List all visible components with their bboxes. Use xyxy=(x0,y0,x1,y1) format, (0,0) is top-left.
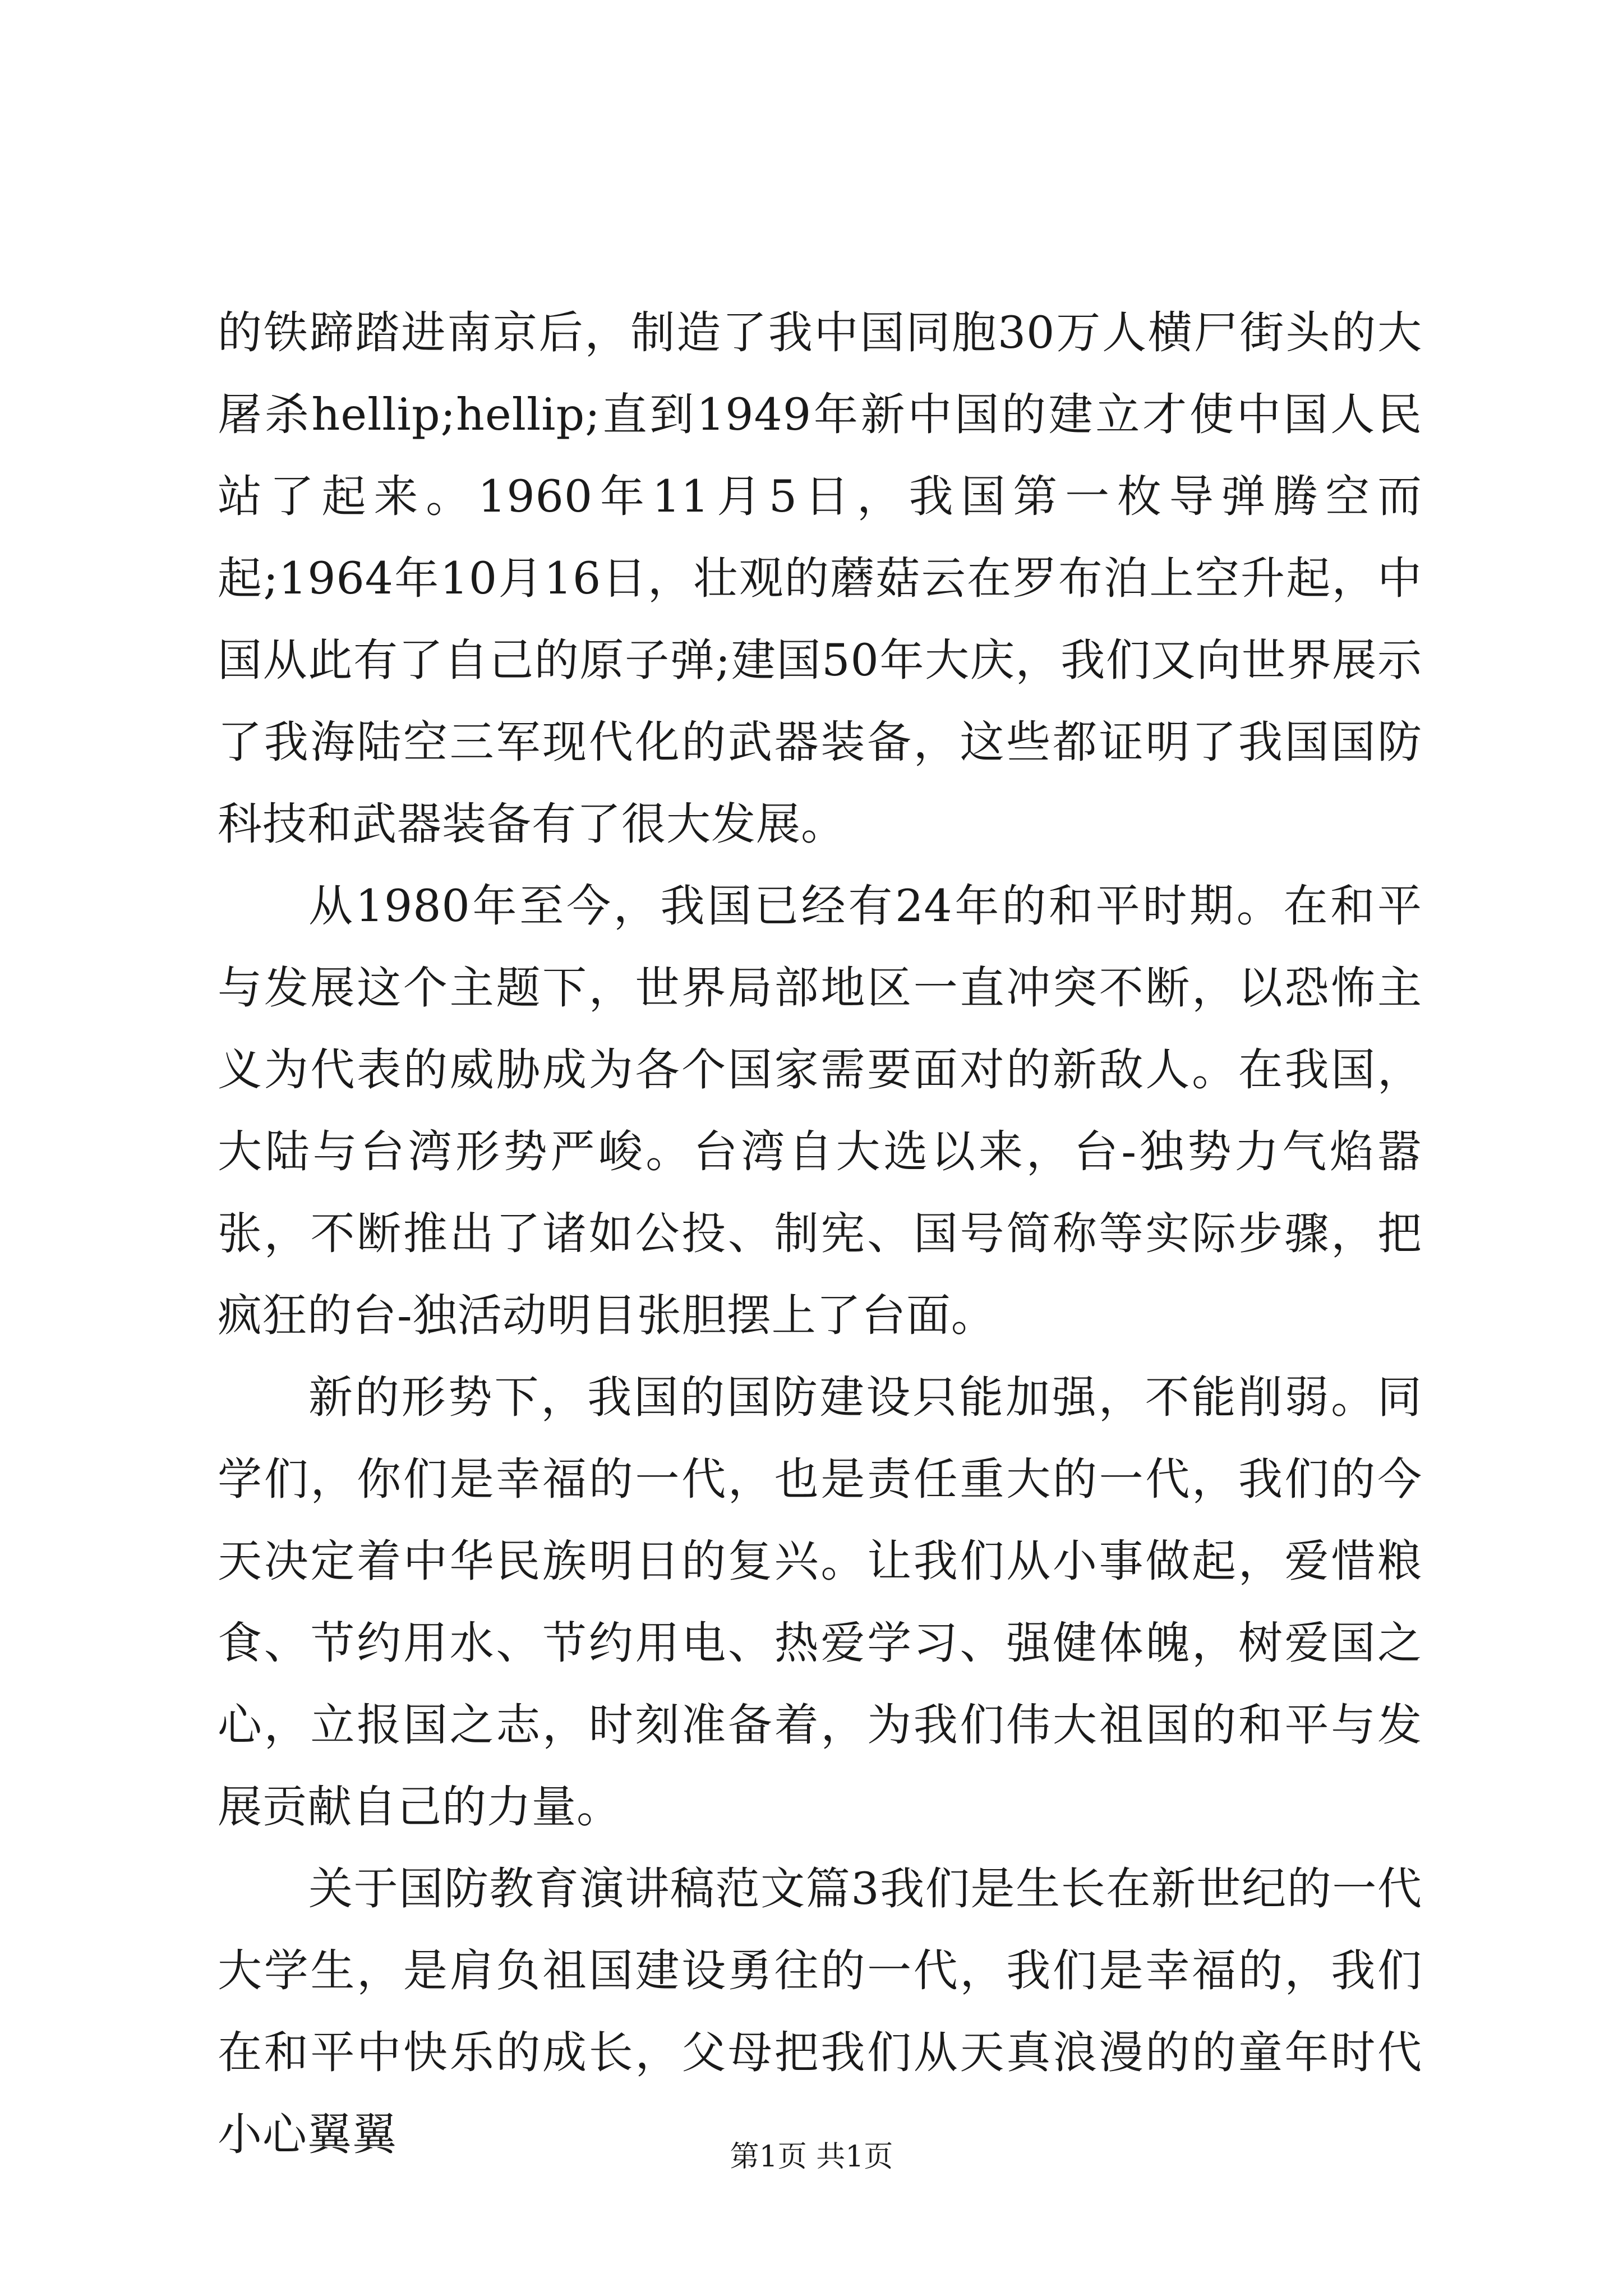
paragraph-1: 的铁蹄踏进南京后，制造了我中国同胞30万人横尸街头的大屠杀hellip;hellip;直到1949年新中国的建立才使中国人民站了起来。1960年11月5日，我国第一枚导弹腾空而起;1964年10月16日，壮观的蘑菇云在罗布泊上空升起，中国从此有了自己的原子弹;建国50年大庆，我们又向世界展示了我海陆空三军现代化的武器装备，这些都证明了我国国防科技和武器装备有了很大发展。 xyxy=(218,307,1422,850)
paragraph-2: 从1980年至今，我国已经有24年的和平时期。在和平与发展这个主题下，世界局部地区一直冲突不断，以恐怖主义为代表的威胁成为各个国家需要面对的新敌人。在我国，大陆与台湾形势严峻。台湾自大选以来，台-独势力气焰嚣张，不断推出了诸如公投、制宪、国号简称等实际步骤，把疯狂的台-独活动明目张胆摆上了台面。 xyxy=(218,880,1422,1341)
document-body xyxy=(218,292,1422,2175)
paragraph-4: 关于国防教育演讲稿范文篇3我们是生长在新世纪的一代大学生，是肩负祖国建设勇往的一代，我们是幸福的，我们在和平中快乐的成长，父母把我们从天真浪漫的的童年时代小心翼翼 xyxy=(218,1863,1422,2160)
paragraph-3: 新的形势下，我国的国防建设只能加强，不能削弱。同学们，你们是幸福的一代，也是责任重大的一代，我们的今天决定着中华民族明日的复兴。让我们从小事做起，爱惜粮食、节约用水、节约用电、热爱学习、强健体魄，树爱国之心，立报国之志，时刻准备着，为我们伟大祖国的和平与发展贡献自己的力量。 xyxy=(218,1372,1422,1833)
page-number-footer: 第1页 共1页 xyxy=(730,2140,893,2174)
